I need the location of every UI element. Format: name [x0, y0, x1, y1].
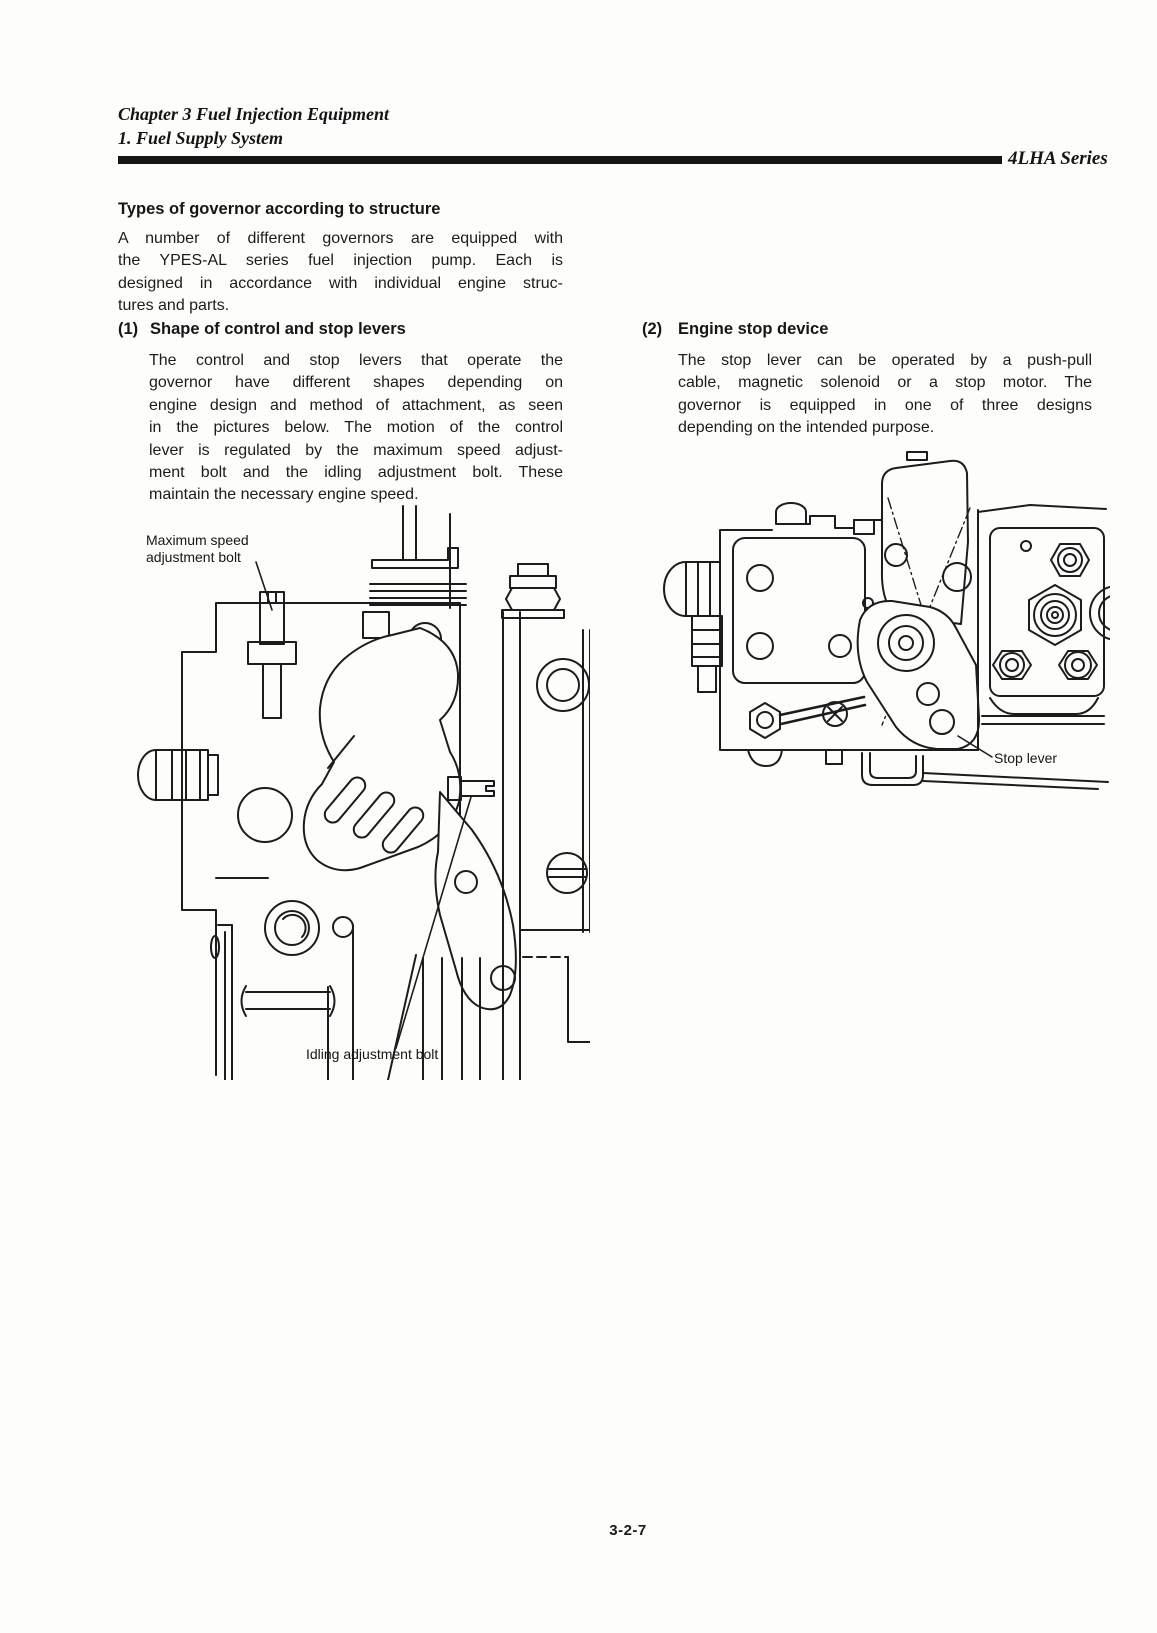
paragraph-line: tures and parts.	[118, 297, 230, 315]
sub1-title: Shape of control and stop levers	[150, 320, 406, 338]
paragraph-line: in the pictures below. The motion of the control	[149, 419, 563, 437]
sub2-number: (2)	[642, 320, 663, 338]
sub2-title: Engine stop device	[678, 320, 829, 338]
intro-paragraph	[118, 228, 563, 318]
engine-stop-line-art	[630, 450, 1110, 795]
sub2-heading	[642, 320, 828, 339]
header-section: 1. Fuel Supply System	[118, 128, 284, 148]
label-line: Maximum speed	[146, 532, 249, 548]
header-series-badge: 4LHA Series	[1008, 148, 1108, 169]
paragraph-line: lever is regulated by the maximum speed adjust-	[149, 441, 563, 459]
paragraph-line: maintain the necessary engine speed.	[149, 486, 419, 504]
paragraph-line: ment bolt and the idling adjustment bolt. These	[149, 464, 563, 482]
header-chapter: Chapter 3 Fuel Injection Equipment	[118, 104, 390, 124]
paragraph-line: governor have different shapes depending on	[149, 374, 563, 392]
governor-diagram	[120, 500, 590, 1080]
sub2-paragraph	[678, 350, 1092, 440]
paragraph-line: A number of different governors are equipped with	[118, 230, 563, 247]
paragraph-line: depending on the intended purpose.	[678, 419, 935, 437]
governor-line-art	[120, 500, 590, 1080]
page-number: 3-2-7	[609, 1522, 647, 1539]
paragraph-line: designed in accordance with individual engine struc-	[118, 274, 563, 292]
paragraph-line: engine design and method of attachment, as seen	[149, 396, 563, 414]
paragraph-line: The stop lever can be operated by a push-pull	[678, 352, 1092, 369]
label-line: adjustment bolt	[146, 549, 241, 565]
section-title: Types of governor according to structure	[118, 200, 441, 218]
figure2-label-stop-lever: Stop lever	[994, 750, 1058, 766]
figure1-label-max-speed	[146, 532, 249, 566]
header-rule	[118, 156, 1002, 164]
sub1-number: (1)	[118, 320, 139, 338]
paragraph-line: governor is equipped in one of three designs	[678, 396, 1092, 414]
paragraph-line: the YPES-AL series fuel injection pump. Each is	[118, 252, 563, 270]
paragraph-line: The control and stop levers that operate the	[149, 352, 563, 369]
sub1-paragraph	[149, 350, 563, 507]
engine-stop-diagram	[630, 450, 1110, 795]
paragraph-line: cable, magnetic solenoid or a stop motor. The	[678, 374, 1092, 392]
figure1-label-idling: Idling adjustment bolt	[306, 1046, 439, 1062]
sub1-heading	[118, 320, 406, 339]
